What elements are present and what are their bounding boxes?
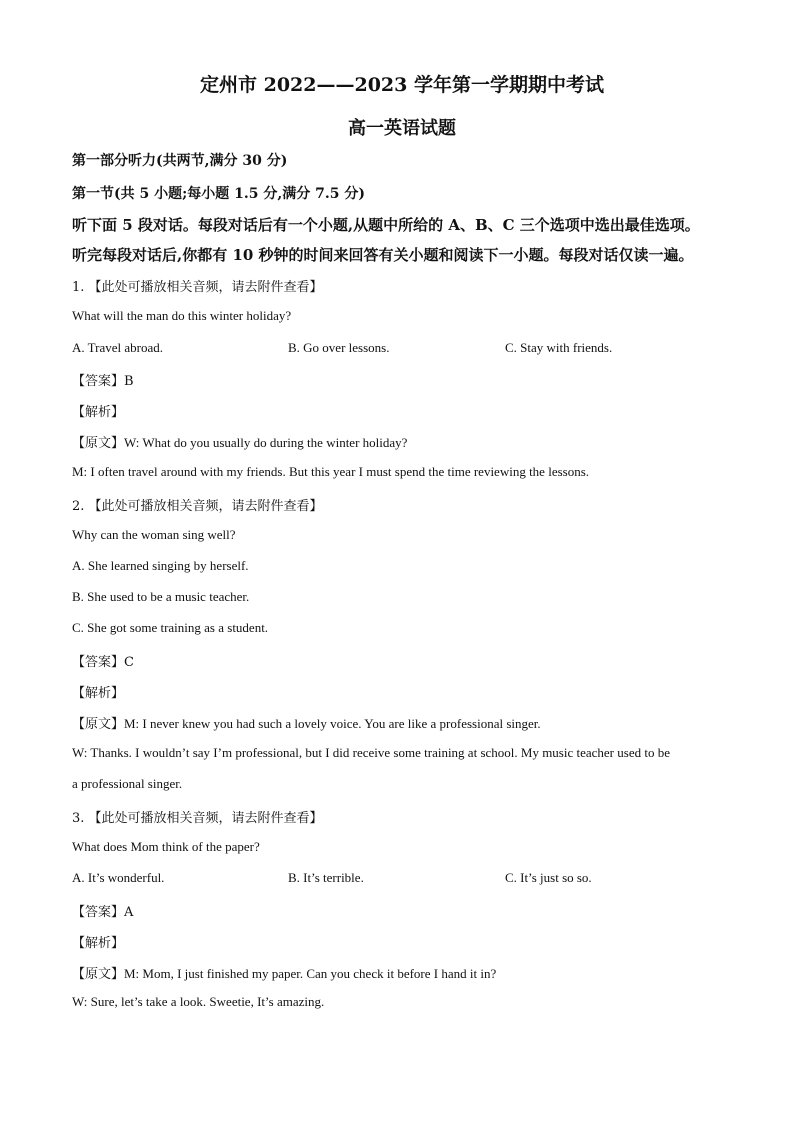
question-3-analysis: 【解析】 bbox=[72, 936, 125, 951]
question-3-original-2: W: Sure, let’s take a look. Sweetie, It’s amazing. bbox=[72, 994, 325, 1009]
question-2-option-c: C. She got some training as a student. bbox=[72, 620, 269, 635]
question-3-text: What does Mom think of the paper? bbox=[72, 839, 260, 854]
question-2-original-2: W: Thanks. I wouldn’t say I’m professional, but I did receive some training at school. My music teacher used to be bbox=[72, 745, 670, 760]
question-2-original-1: 【原文】M: I never knew you had such a lovely voice. You are like a professional singer. bbox=[72, 716, 541, 731]
question-1-option-b: B. Go over lessons. bbox=[288, 340, 390, 355]
section-heading: 第一节(共 5 小题;每小题 1.5 分,满分 7.5 分) bbox=[72, 186, 365, 202]
question-1-number: 1. 【此处可播放相关音频，请去附件查看】 bbox=[72, 280, 323, 295]
question-3-option-a: A. It’s wonderful. bbox=[72, 870, 165, 885]
question-3-number: 3. 【此处可播放相关音频，请去附件查看】 bbox=[72, 811, 323, 826]
question-1-analysis: 【解析】 bbox=[72, 405, 125, 420]
question-2-original-3: a professional singer. bbox=[72, 776, 183, 791]
question-2-option-a: A. She learned singing by herself. bbox=[72, 558, 249, 573]
instruction-line-2: 听完每段对话后,你都有 10 秒钟的时间来回答有关小题和阅读下一小题。每段对话仅读一遍。 bbox=[72, 246, 694, 264]
question-3-answer: 【答案】A bbox=[72, 905, 134, 920]
part-heading: 第一部分听力(共两节,满分 30 分) bbox=[72, 153, 288, 169]
question-3-option-b: B. It’s terrible. bbox=[288, 870, 364, 885]
question-2-analysis: 【解析】 bbox=[72, 686, 125, 701]
question-3-option-c: C. It’s just so so. bbox=[505, 870, 592, 885]
question-2-number: 2. 【此处可播放相关音频，请去附件查看】 bbox=[72, 499, 323, 514]
question-1-original-1: 【原文】W: What do you usually do during the winter holiday? bbox=[72, 435, 408, 450]
question-2-text: Why can the woman sing well? bbox=[72, 527, 236, 542]
question-1-option-a: A. Travel abroad. bbox=[72, 340, 163, 355]
question-1-option-c: C. Stay with friends. bbox=[505, 340, 613, 355]
instruction-line-1: 听下面 5 段对话。每段对话后有一个小题,从题中所给的 A、B、C 三个选项中选出最佳选项。 bbox=[72, 216, 700, 234]
question-2-option-b: B. She used to be a music teacher. bbox=[72, 589, 250, 604]
question-2-answer: 【答案】C bbox=[72, 655, 134, 670]
question-1-text: What will the man do this winter holiday? bbox=[72, 308, 292, 323]
exam-subtitle: 高一英语试题 bbox=[348, 118, 456, 139]
question-3-original-1: 【原文】M: Mom, I just finished my paper. Can you check it before I hand it in? bbox=[72, 966, 497, 981]
exam-title: 定州市 2022——2023 学年第一学期期中考试 bbox=[200, 74, 604, 96]
question-1-answer: 【答案】B bbox=[72, 374, 134, 389]
question-1-original-2: M: I often travel around with my friends. But this year I must spend the time reviewing the lessons. bbox=[72, 464, 590, 479]
